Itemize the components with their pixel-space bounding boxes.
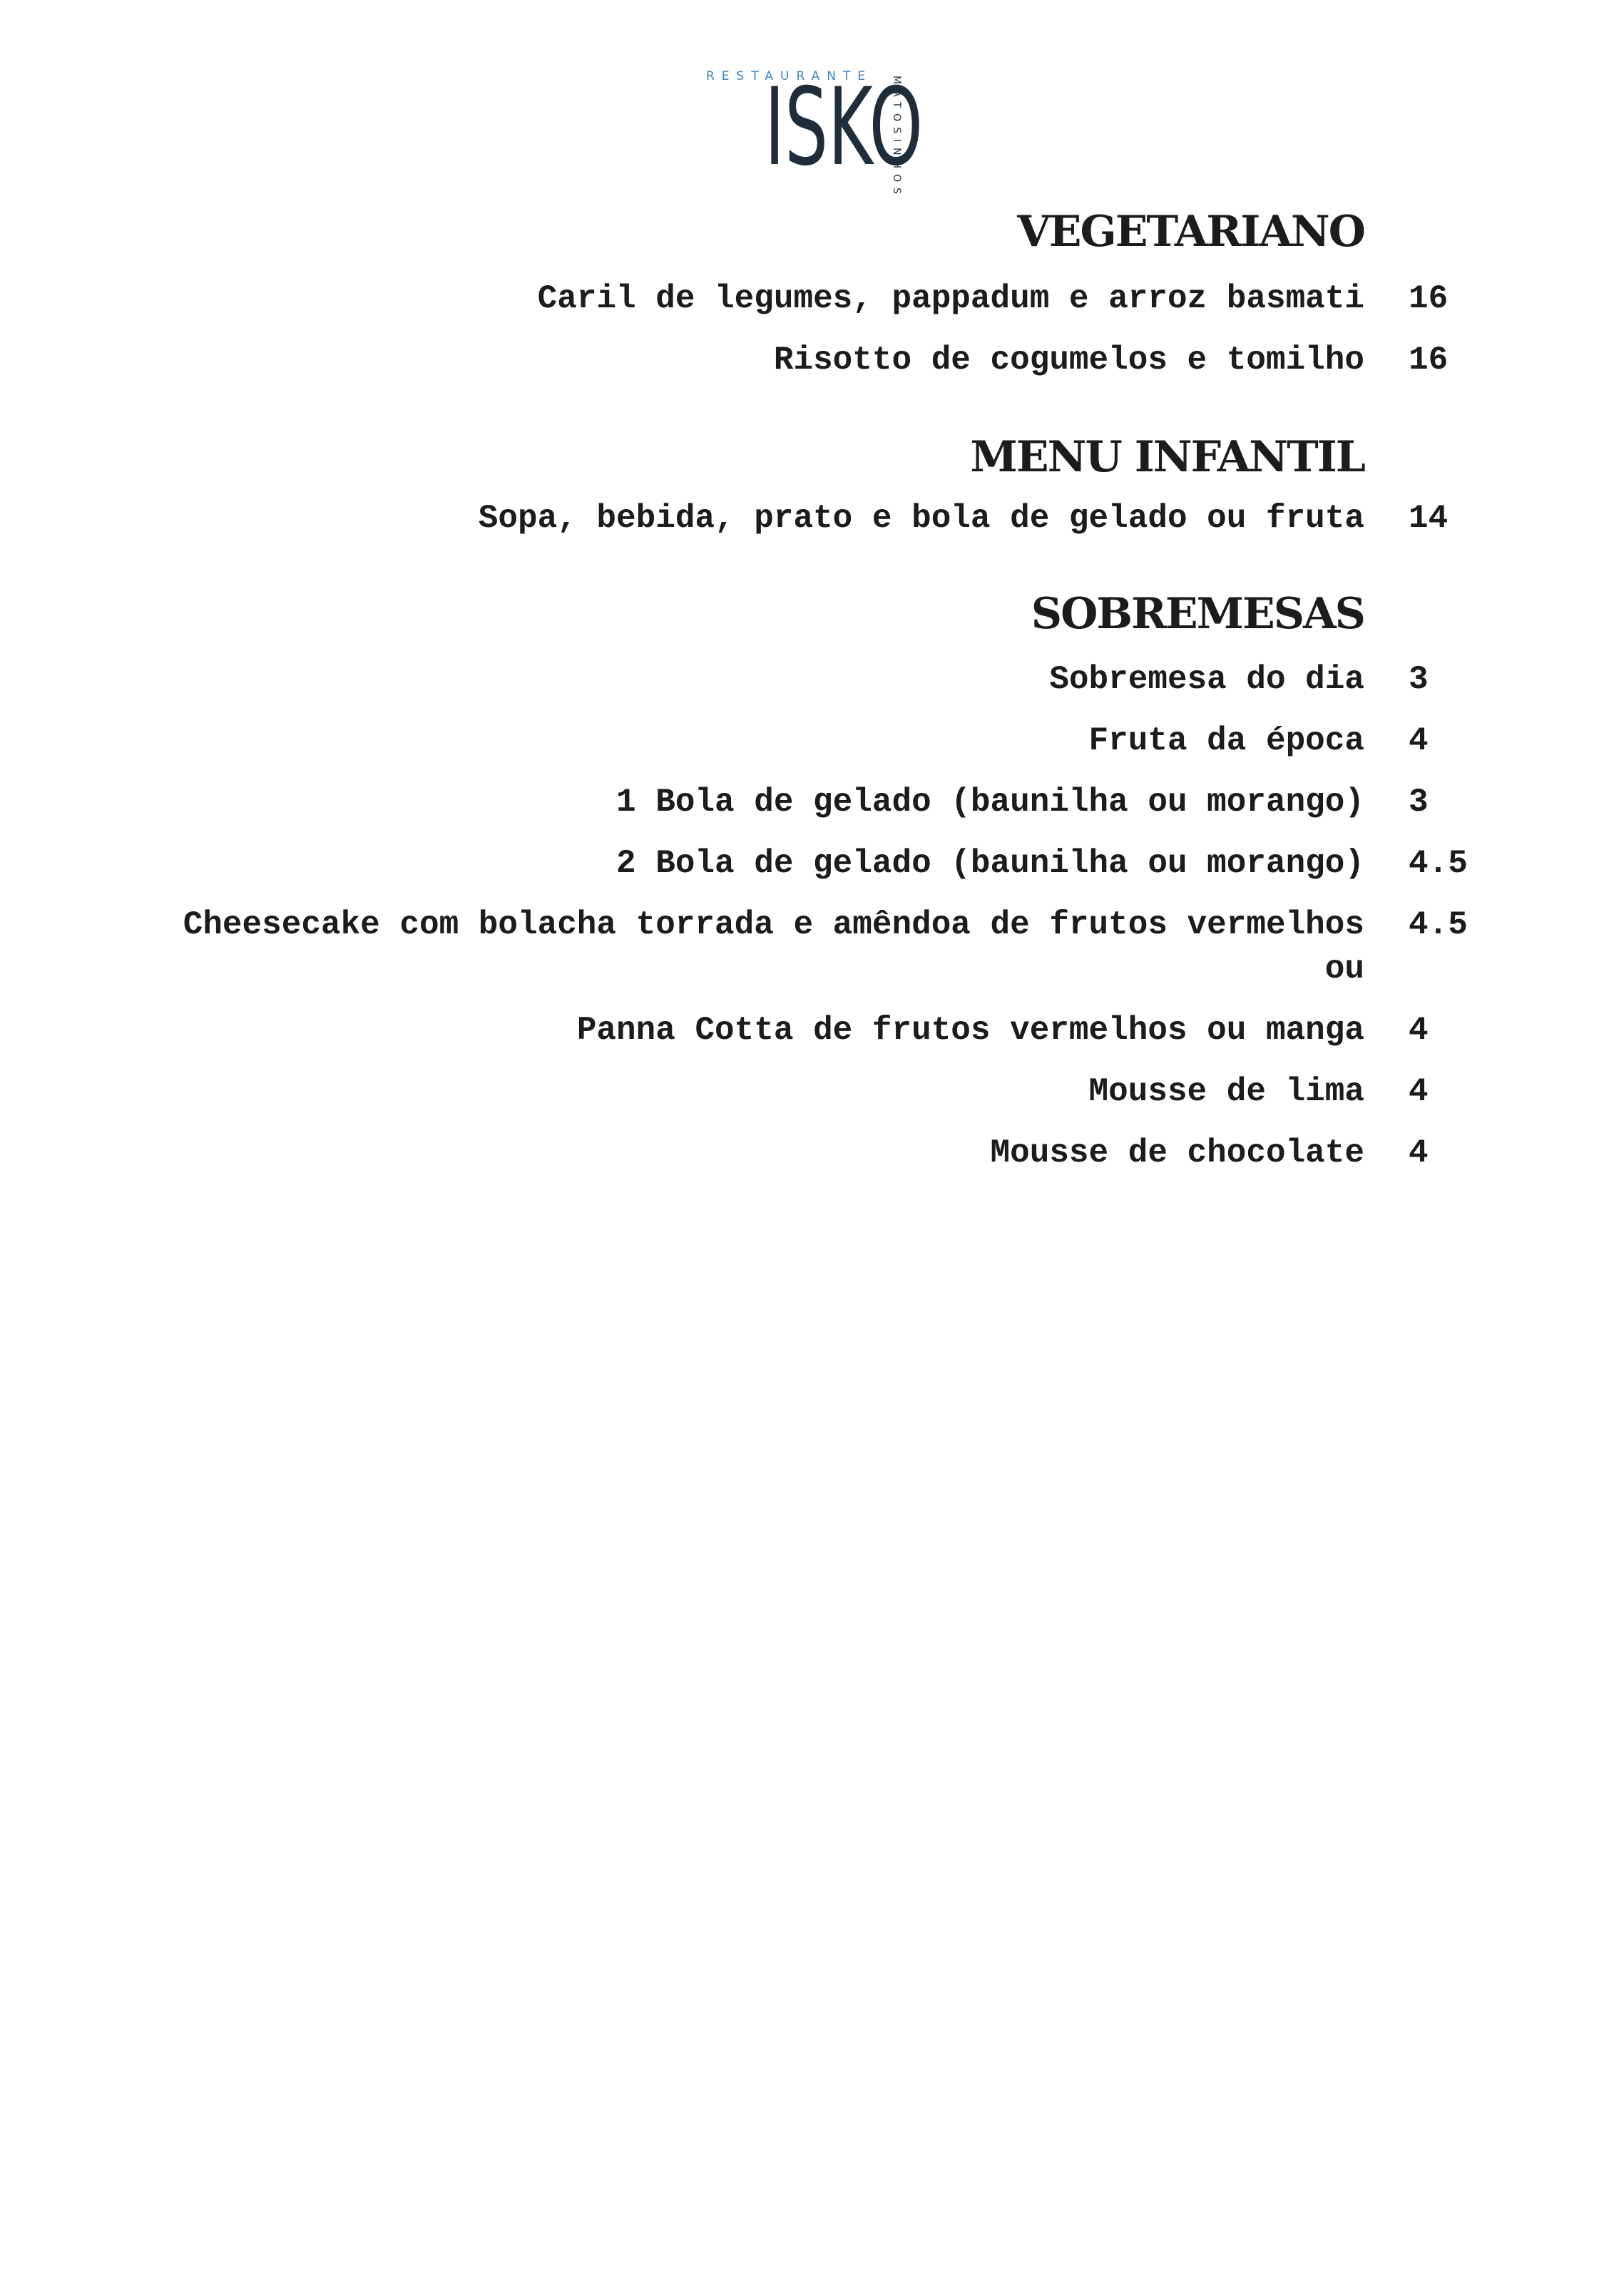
section-title: VEGETARIANO [1017,207,1364,257]
section-title: SOBREMESAS [1031,589,1364,639]
section-menu-infantil [0,432,1599,540]
logo-name: ISKO [765,66,923,190]
item-price: 3 [1409,784,1429,821]
item-price: 4.5 [1409,845,1468,882]
item-name: Caril de legumes, pappadum e arroz basmati [537,280,1364,317]
menu-item [0,1008,1599,1052]
menu-item [0,277,1599,321]
item-name: 1 Bola de gelado (baunilha ou morango) [616,784,1364,821]
item-name: Panna Cotta de frutos vermelhos ou manga [576,1012,1364,1049]
menu-item [0,1131,1599,1175]
item-name: Mousse de lima [1088,1073,1364,1110]
item-name: Risotto de cogumelos e tomilho [773,342,1364,379]
item-price: 4 [1409,1012,1429,1049]
item-price: 4 [1409,1073,1429,1110]
menu-item [0,1070,1599,1114]
item-price: 14 [1409,500,1449,537]
item-name: Sopa, bebida, prato e bola de gelado ou fruta [478,500,1364,537]
item-price: 4.5 [1409,906,1468,943]
menu-item [0,338,1599,382]
item-price: 3 [1409,661,1429,698]
logo-top-word: RESTAURANTE [706,69,873,83]
item-name: Mousse de chocolate [990,1134,1364,1172]
restaurant-logo [699,66,941,201]
menu [0,200,1599,1175]
menu-item [0,780,1599,824]
logo-side-word: MATOSINHOS [891,76,902,200]
menu-item [0,841,1599,886]
section-sobremesas [0,589,1599,1175]
item-name: Sobremesa do dia [1049,661,1364,698]
item-name: 2 Bola de gelado (baunilha ou morango) [616,845,1364,882]
item-name: Fruta da época [1088,722,1364,759]
item-price: 16 [1409,280,1449,317]
menu-item [0,657,1599,702]
item-price: 16 [1409,342,1449,379]
menu-item [0,719,1599,763]
item-name: Cheesecake com bolacha torrada e amêndoa de frutos vermelhos ou [183,906,1364,988]
menu-item [0,903,1599,991]
menu-item [0,496,1599,540]
section-title: MENU INFANTIL [970,432,1364,482]
item-price: 4 [1409,722,1429,759]
section-vegetariano [0,207,1599,382]
item-price: 4 [1409,1134,1429,1172]
